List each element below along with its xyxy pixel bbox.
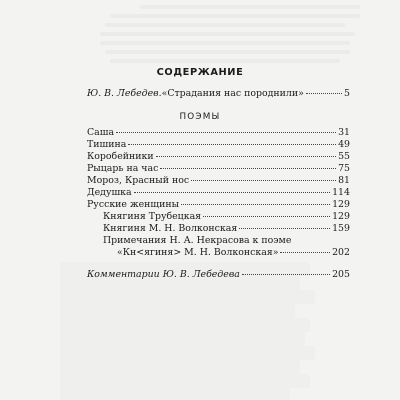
entry-title: Княгиня М. Н. Волконская bbox=[103, 223, 238, 234]
dot-leader bbox=[116, 132, 336, 133]
entry-title: Русские женщины bbox=[87, 199, 180, 210]
toc-entry-intro[interactable] bbox=[87, 88, 350, 100]
page-number: 5 bbox=[344, 88, 350, 99]
page-number: 49 bbox=[338, 139, 350, 150]
entry-title: Рыцарь на час bbox=[87, 163, 159, 174]
dot-leader bbox=[242, 274, 330, 275]
entry-title: «Кн<ягиня> М. Н. Волконская» bbox=[117, 247, 279, 258]
dot-leader bbox=[306, 93, 342, 94]
toc-entry[interactable] bbox=[87, 139, 350, 151]
intro-author: Ю. В. Лебедев. bbox=[87, 88, 162, 99]
toc-subentry-notes[interactable] bbox=[117, 247, 350, 259]
toc-heading: СОДЕРЖАНИЕ bbox=[156, 67, 244, 78]
entry-title: Княгиня Трубецкая bbox=[103, 211, 202, 222]
dot-leader bbox=[191, 180, 336, 181]
entry-title: Мороз, Красный нос bbox=[87, 175, 190, 186]
section-heading-poems: ПОЭМЫ bbox=[179, 112, 221, 122]
page-number: 55 bbox=[338, 151, 350, 162]
dot-leader bbox=[203, 216, 330, 217]
toc-subentry[interactable] bbox=[103, 211, 350, 223]
entry-title: Саша bbox=[87, 127, 115, 138]
page-number: 205 bbox=[332, 269, 350, 280]
entry-title: Дедушка bbox=[87, 187, 132, 198]
entry-title: Комментарии Ю. В. Лебедева bbox=[87, 269, 240, 280]
toc-entry[interactable] bbox=[87, 175, 350, 187]
page-number: 75 bbox=[338, 163, 350, 174]
page-number: 129 bbox=[332, 211, 350, 222]
dot-leader bbox=[160, 168, 336, 169]
entry-title: Коробейники bbox=[87, 151, 154, 162]
page-number: 129 bbox=[332, 199, 350, 210]
intro-title: «Страдания нас породнили» bbox=[161, 88, 304, 99]
page-number: 159 bbox=[332, 223, 350, 234]
notes-line-1: Примечания Н. А. Некрасова к поэме bbox=[103, 235, 292, 246]
dot-leader bbox=[280, 252, 330, 253]
dot-leader bbox=[128, 144, 336, 145]
dot-leader bbox=[239, 228, 330, 229]
toc-entry-commentary[interactable] bbox=[87, 269, 350, 281]
dot-leader bbox=[134, 192, 330, 193]
toc-entry[interactable] bbox=[87, 127, 350, 139]
dot-leader bbox=[181, 204, 330, 205]
page-number: 202 bbox=[332, 247, 350, 258]
toc-subentry[interactable] bbox=[103, 223, 350, 235]
entry-title: Тишина bbox=[87, 139, 127, 150]
toc-entry[interactable] bbox=[87, 163, 350, 175]
page-number: 81 bbox=[338, 175, 350, 186]
dot-leader bbox=[156, 156, 336, 157]
page-number: 114 bbox=[332, 187, 350, 198]
page-number: 31 bbox=[338, 127, 350, 138]
toc-entry[interactable] bbox=[87, 151, 350, 163]
toc-entry[interactable] bbox=[87, 199, 350, 211]
toc-entry[interactable] bbox=[87, 187, 350, 199]
